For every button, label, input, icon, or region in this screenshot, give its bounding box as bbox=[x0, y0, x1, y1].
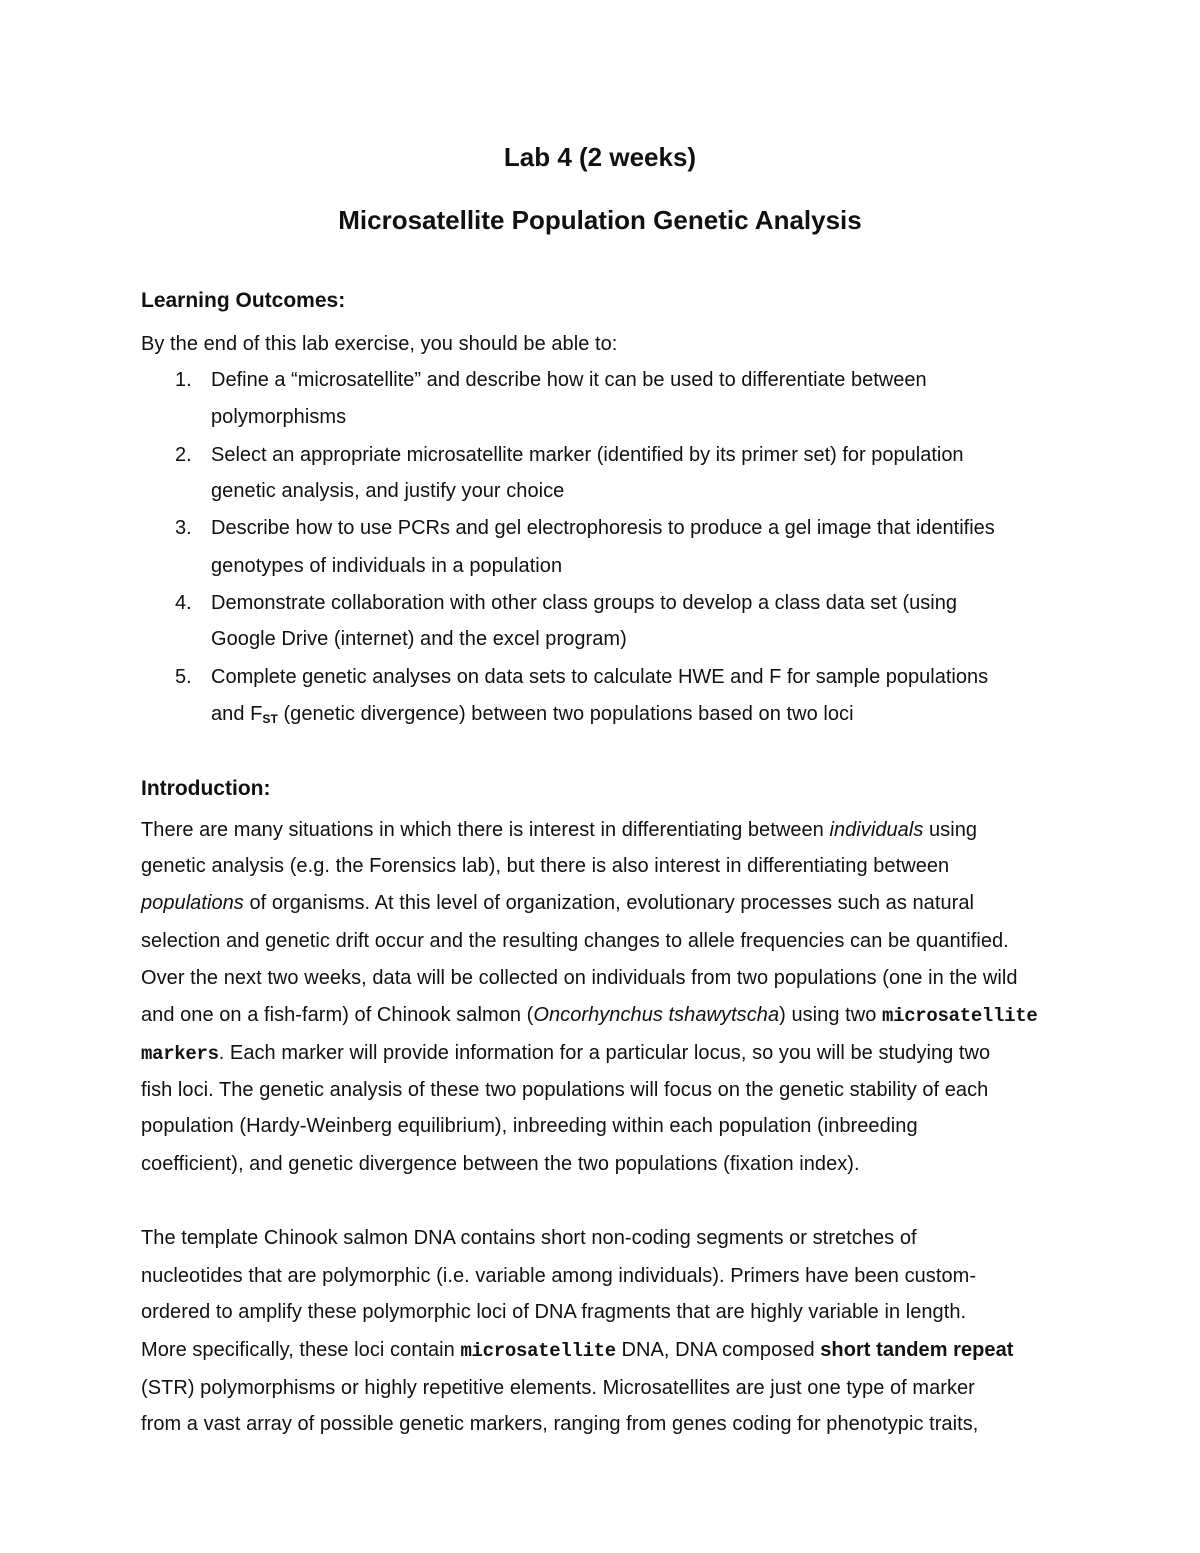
page-subtitle: Microsatellite Population Genetic Analysis bbox=[338, 205, 862, 235]
fst-subscript: ST bbox=[262, 712, 278, 726]
item-number: 2. bbox=[175, 444, 192, 466]
bold-term: microsatellite bbox=[460, 1340, 616, 1362]
item-text: Describe how to use PCRs and gel electrophoresis to produce a gel image that identifies bbox=[211, 517, 995, 539]
item-text: Define a “microsatellite” and describe how it can be used to differentiate between bbox=[211, 369, 927, 391]
intro-p1-line-7 bbox=[141, 1042, 990, 1065]
text-run: DNA, DNA composed bbox=[615, 1339, 821, 1361]
outcome-item-5-cont bbox=[211, 703, 854, 726]
text-run: using bbox=[923, 819, 978, 841]
intro-p2-line-6: from a vast array of possible genetic markers, ranging from genes coding for phenotypic traits, bbox=[141, 1413, 979, 1435]
intro-p1-line-4: selection and genetic drift occur and the resulting changes to allele frequencies can be quantified. bbox=[141, 930, 1009, 952]
item-number: 4. bbox=[175, 592, 192, 614]
intro-p1-line-1 bbox=[141, 819, 977, 842]
intro-p1-line-6 bbox=[141, 1004, 1037, 1027]
introduction-heading: Introduction: bbox=[141, 777, 271, 800]
item-text: Complete genetic analyses on data sets to calculate HWE and F for sample populations bbox=[211, 666, 989, 688]
outcome-item-1-cont: polymorphisms bbox=[211, 406, 347, 428]
text-run: (genetic divergence) between two populations based on two loci bbox=[277, 703, 854, 725]
text-run: ) using two bbox=[779, 1004, 882, 1026]
intro-p1-line-9: population (Hardy-Weinberg equilibrium), inbreeding within each population (inbreeding bbox=[141, 1115, 918, 1137]
learning-outcomes-heading: Learning Outcomes: bbox=[141, 289, 346, 312]
bold-term: short tandem repeat bbox=[820, 1339, 1014, 1361]
item-text: Select an appropriate microsatellite marker (identified by its primer set) for population bbox=[211, 444, 964, 466]
outcome-item-4-cont: Google Drive (internet) and the excel program) bbox=[211, 628, 627, 650]
outcome-item-2-cont: genetic analysis, and justify your choice bbox=[211, 480, 565, 502]
learning-intro: By the end of this lab exercise, you should be able to: bbox=[141, 333, 618, 355]
page-title: Lab 4 (2 weeks) bbox=[503, 142, 697, 172]
intro-p2-line-5: (STR) polymorphisms or highly repetitive elements. Microsatellites are just one type of marker bbox=[141, 1377, 975, 1399]
italic-term: individuals bbox=[829, 819, 924, 841]
intro-p2-line-1: The template Chinook salmon DNA contains short non-coding segments or stretches of bbox=[141, 1227, 917, 1249]
text-run: More specifically, these loci contain bbox=[141, 1339, 461, 1361]
italic-term: populations bbox=[141, 892, 244, 914]
item-number: 3. bbox=[175, 517, 192, 539]
intro-p2-line-2: nucleotides that are polymorphic (i.e. variable among individuals). Primers have been custom- bbox=[141, 1265, 977, 1287]
intro-p1-line-2: genetic analysis (e.g. the Forensics lab), but there is also interest in differentiating between bbox=[141, 855, 950, 877]
text-run: and one on a fish-farm) of Chinook salmon ( bbox=[141, 1004, 534, 1026]
bold-term: markers bbox=[141, 1043, 219, 1065]
outcome-item-3-cont: genotypes of individuals in a population bbox=[211, 555, 563, 577]
intro-p1-line-8: fish loci. The genetic analysis of these two populations will focus on the genetic stability of each bbox=[141, 1079, 989, 1101]
text-run: There are many situations in which there is interest in differentiating between bbox=[141, 819, 830, 841]
text-run: and F bbox=[211, 703, 263, 725]
item-number: 1. bbox=[175, 369, 192, 391]
bold-term: microsatellite bbox=[882, 1005, 1038, 1027]
text-run: of organisms. At this level of organization, evolutionary processes such as natural bbox=[243, 892, 974, 914]
intro-p1-line-10: coefficient), and genetic divergence between the two populations (fixation index). bbox=[141, 1153, 860, 1175]
item-text: Demonstrate collaboration with other class groups to develop a class data set (using bbox=[211, 592, 957, 614]
intro-p1-line-3 bbox=[141, 892, 974, 915]
intro-p1-line-5: Over the next two weeks, data will be collected on individuals from two populations (one in the wild bbox=[141, 967, 1018, 989]
italic-term: Oncorhynchus tshawytscha bbox=[533, 1004, 780, 1026]
text-run: . Each marker will provide information for a particular locus, so you will be studying two bbox=[218, 1042, 991, 1064]
intro-p2-line-3: ordered to amplify these polymorphic loci of DNA fragments that are highly variable in length. bbox=[141, 1301, 967, 1323]
intro-p2-line-4 bbox=[141, 1339, 1013, 1362]
item-number: 5. bbox=[175, 666, 192, 688]
